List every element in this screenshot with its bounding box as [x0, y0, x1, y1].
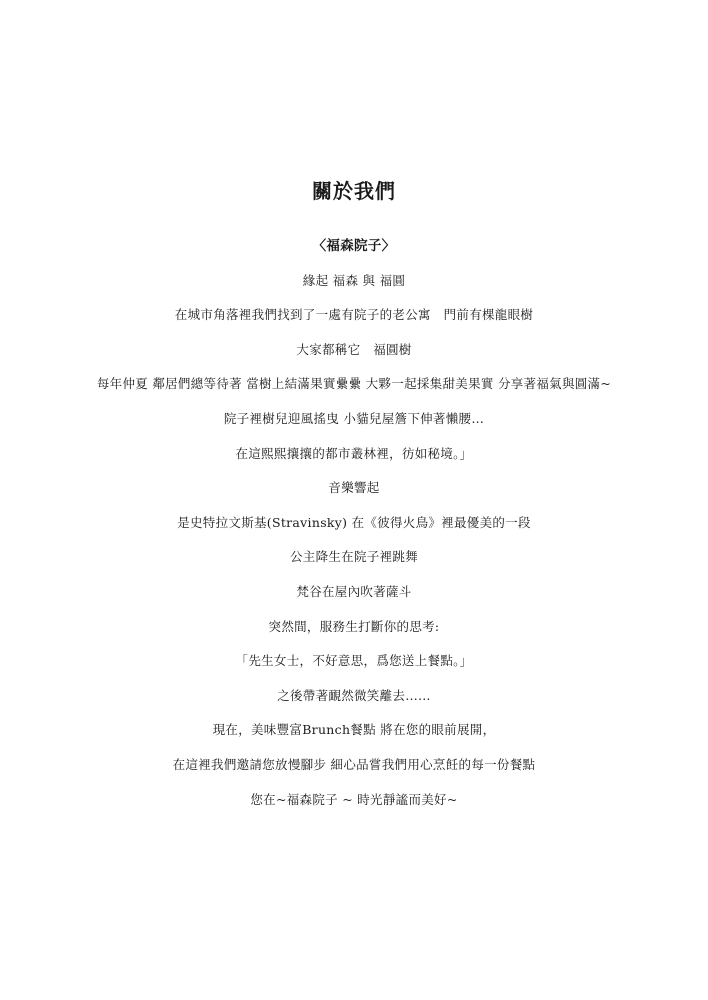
text-line: 突然間，服務生打斷你的思考:	[268, 618, 440, 634]
text-line: 是史特拉文斯基(Stravinsky) 在《彼得火鳥》裡最優美的一段	[177, 514, 531, 530]
text-line: 現在，美味豐富Brunch餐點 將在您的眼前展開，	[212, 722, 496, 738]
text-line: 每年仲夏 鄰居們總等待著 當樹上結滿果實纍纍 大夥一起採集甜美果實 分享著福氣與圓滿~	[96, 376, 612, 392]
text-line: 在這裡我們邀請您放慢腳步 細心品嘗我們用心烹飪的每一份餐點	[172, 756, 536, 772]
text-line: 梵谷在屋內吹著薩斗	[296, 583, 412, 599]
text-line: 院子裡樹兒迎風搖曳 小貓兒屋簷下伸著懶腰…	[223, 410, 485, 426]
page-title: 關於我們	[312, 179, 396, 203]
text-line: 「先生女士，不好意思，爲您送上餐點。」	[235, 653, 473, 669]
text-line: 音樂響起	[328, 480, 380, 496]
text-line: 之後帶著靦然微笑離去……	[277, 687, 431, 703]
text-line: 在城市角落裡我們找到了一處有院子的老公寓 門前有棵龍眼樹	[174, 307, 534, 323]
text-line: 大家都稱它 福圓樹	[296, 341, 412, 357]
body-text	[0, 236, 708, 824]
text-line: 緣起 福森 與 福圓	[302, 272, 406, 288]
restaurant-name: 〈福森院子〉	[312, 238, 396, 254]
text-line: 您在~福森院子 ~ 時光靜謐而美好~	[250, 791, 458, 807]
text-line: 在這熙熙攘攘的都市叢林裡，彷如秘境。」	[235, 445, 473, 461]
text-line: 公主降生在院子裡跳舞	[289, 549, 418, 565]
